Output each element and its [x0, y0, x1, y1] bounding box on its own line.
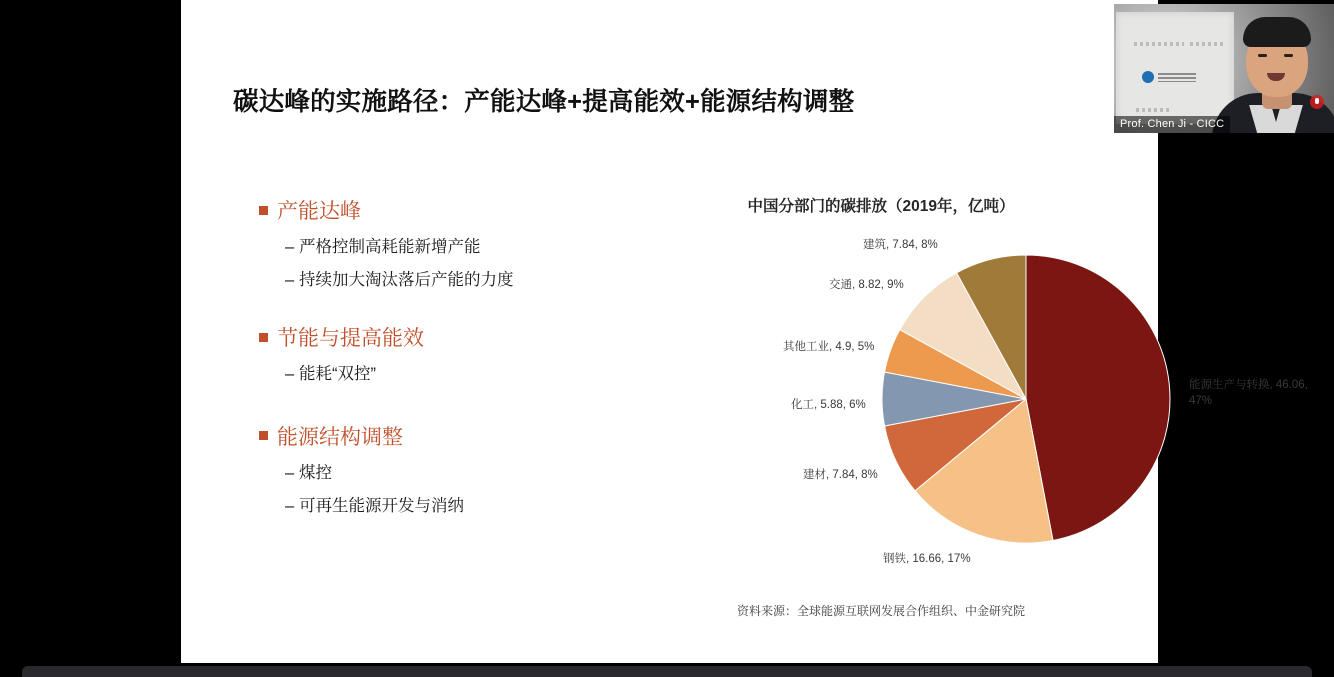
pie-svg	[881, 254, 1171, 544]
pie-label-gangtie: 钢铁, 16.66, 17%	[883, 553, 971, 565]
person-eye-left	[1258, 54, 1267, 57]
square-bullet-icon	[259, 333, 268, 342]
bullet-group	[259, 421, 639, 520]
bullet-sub-item	[285, 460, 639, 487]
bullet-group	[259, 195, 639, 294]
person-eye-right	[1284, 54, 1293, 57]
pie-label-huagong: 化工, 5.88, 6%	[791, 399, 866, 411]
logo-text-icon	[1158, 73, 1196, 82]
pie-label-jianzhu: 建筑, 7.84, 8%	[863, 239, 938, 251]
square-bullet-icon	[259, 431, 268, 440]
logo-dot-icon	[1142, 71, 1154, 83]
wall-text-line	[1134, 42, 1184, 46]
bullet-sub-label: 可再生能源开发与消纳	[299, 496, 464, 515]
source-note: 资料来源：全球能源互联网发展合作组织、中金研究院	[736, 604, 1025, 618]
wall-logo-icon	[1142, 70, 1200, 84]
person-hair	[1243, 17, 1311, 47]
pie-label-jiancai: 建材, 7.84, 8%	[803, 469, 878, 481]
bullet-sub-label: 持续加大淘汰落后产能的力度	[299, 271, 514, 290]
bullet-sub-label: 煤控	[299, 463, 332, 482]
pie-chart	[611, 182, 1308, 642]
dash-icon: –	[285, 463, 295, 482]
bullet-sub-label: 严格控制高耗能新增产能	[299, 238, 481, 256]
participant-video-tile[interactable]	[1114, 4, 1334, 133]
bullet-sub-item	[285, 234, 639, 261]
slide-title: 碳达峰的实施路径：产能达峰+提高能效+能源结构调整	[233, 88, 855, 116]
bullet-heading	[259, 322, 639, 352]
dash-icon: –	[285, 365, 295, 384]
pie-label-nengyuan: 能源生产与转换, 46.06, 47%	[1189, 379, 1308, 407]
bullet-heading	[259, 195, 639, 225]
meeting-toolbar[interactable]	[22, 666, 1312, 677]
pie-slice	[1026, 255, 1170, 540]
pie-label-qitagongye: 其他工业, 4.9, 5%	[783, 341, 875, 353]
microphone-icon	[1310, 95, 1324, 109]
chart-title: 中国分部门的碳排放（2019年，亿吨）	[747, 198, 1015, 215]
pie-label-jiaotong: 交通, 8.82, 9%	[829, 279, 904, 291]
wall-text-line	[1136, 108, 1170, 112]
square-bullet-icon	[259, 206, 268, 215]
bullet-heading-label: 能源结构调整	[277, 425, 403, 449]
bullet-heading-label: 节能与提高能效	[277, 327, 424, 351]
bullet-sub-label: 能耗“双控”	[299, 365, 376, 384]
pie-slices	[882, 255, 1170, 543]
bullet-group	[259, 322, 639, 388]
participant-name-label: Prof. Chen Ji - CICC	[1114, 116, 1230, 133]
bullet-heading-label: 产能达峰	[277, 200, 361, 223]
bullet-heading	[259, 421, 639, 451]
pie-canvas	[881, 254, 1171, 544]
dash-icon: –	[285, 271, 295, 290]
bullet-list	[259, 195, 639, 546]
bullet-sub-item	[285, 267, 639, 294]
bullet-sub-item	[285, 493, 639, 520]
bullet-sub-item	[285, 361, 639, 388]
left-letterbox	[0, 0, 181, 663]
dash-icon: –	[285, 238, 295, 256]
dash-icon: –	[285, 496, 295, 515]
